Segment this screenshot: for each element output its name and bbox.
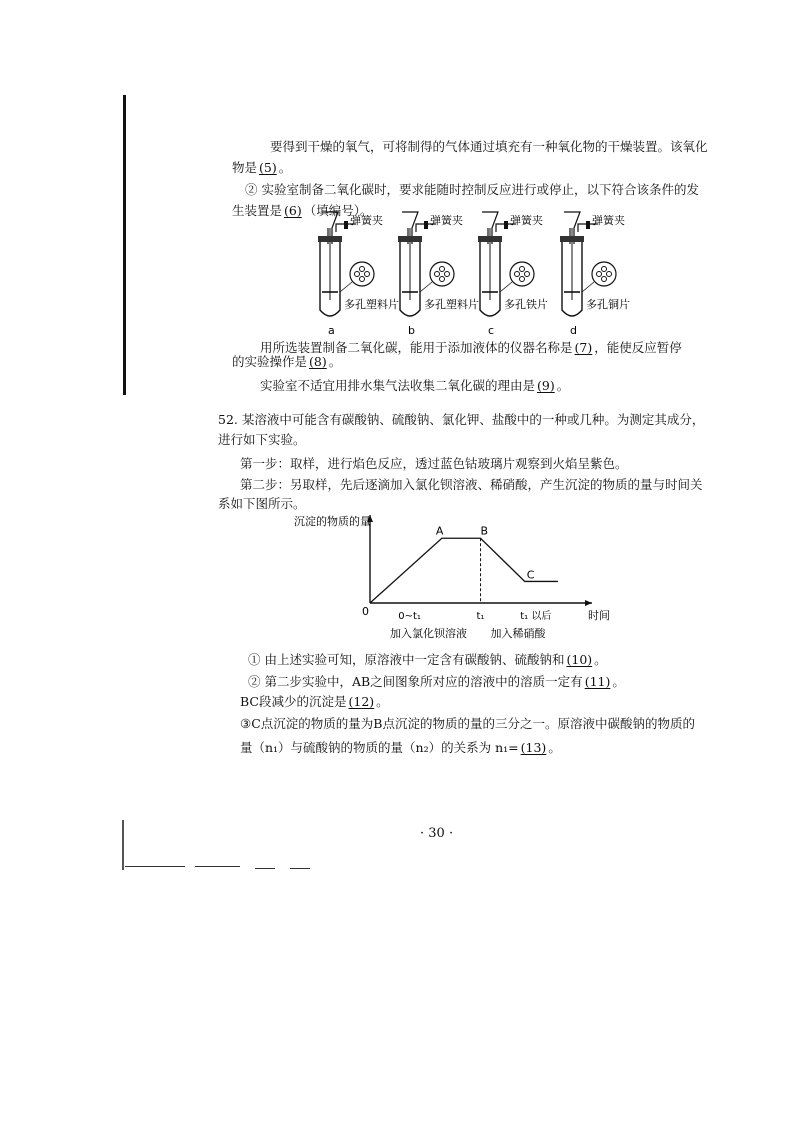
clip-icon	[586, 221, 590, 229]
answer-blank-12[interactable]: (12)	[348, 694, 375, 709]
answer-blank-11[interactable]: (11)	[584, 674, 611, 689]
hole-icon	[355, 272, 360, 277]
q51-line2: 物是 (5) 。	[232, 160, 292, 175]
answer-blank-7[interactable]: (7)	[574, 340, 593, 355]
answer-blank-9[interactable]: (9)	[537, 378, 555, 393]
pointer-line	[340, 282, 352, 292]
x-tick-label: t₁ 以后	[520, 611, 552, 622]
stopper-icon	[560, 236, 584, 242]
x-tick-label: 0~t₁	[398, 611, 421, 622]
y-axis-label: 沉淀的物质的量	[294, 515, 371, 528]
q51-line6: 的实验操作是 (8) 。	[232, 354, 342, 369]
hole-icon	[440, 277, 445, 282]
q52-step1: 第一步：取样，进行焰色反应，透过蓝色钴玻璃片观察到火焰呈紫色。	[240, 456, 628, 471]
point-label-C: C	[526, 568, 535, 582]
pointer-line	[500, 282, 512, 292]
answer-blank-8[interactable]: (8)	[309, 354, 327, 369]
stopper-icon	[478, 236, 502, 242]
apparatus-letter: b	[408, 324, 415, 337]
apparatus-b	[398, 212, 479, 337]
x-axis-label: 时间	[588, 609, 610, 622]
clip-icon	[344, 221, 348, 229]
hole-icon	[445, 272, 450, 277]
apparatus-d	[560, 212, 630, 337]
spring-clip-label: 弹簧夹	[510, 214, 543, 227]
hole-icon	[515, 272, 520, 277]
scan-bottom-mark	[195, 866, 240, 867]
hole-icon	[365, 272, 370, 277]
hole-icon	[607, 272, 612, 277]
apparatus-letter: a	[328, 324, 335, 337]
hole-icon	[525, 272, 530, 277]
spring-clip-label: 弹簧夹	[350, 214, 383, 227]
hole-icon	[360, 277, 365, 282]
apparatus-letter: d	[570, 324, 577, 337]
point-label-0: 0	[362, 605, 369, 618]
q52-q2: ② 第二步实验中，AB之间图象所对应的溶液中的溶质一定有 (11) 。	[248, 674, 625, 689]
q52-line1: 52. 某溶液中可能含有碳酸钠、硫酸钠、氯化钾、盐酸中的一种或几种。为测定其成分，	[218, 412, 705, 427]
hole-icon	[602, 267, 607, 272]
perforated-plate-icon	[350, 262, 374, 286]
perforated-plate-icon	[510, 262, 534, 286]
stopper-icon	[398, 236, 422, 242]
perforated-plate-icon	[592, 262, 616, 286]
plate-label: 多孔塑料片	[424, 298, 479, 311]
clip-icon	[424, 221, 428, 229]
scan-bottom-mark	[255, 868, 275, 869]
plate-label: 多孔铁片	[504, 298, 548, 311]
scan-bottom-mark	[290, 868, 310, 869]
hole-icon	[597, 272, 602, 277]
q52-q3b: 量（n₁）与硫酸钠的物质的量（n₂）的关系为 n₁= (13) 。	[240, 740, 561, 755]
page-number: · 30 ·	[420, 826, 454, 841]
perforated-plate-icon	[430, 262, 454, 286]
hole-icon	[520, 277, 525, 282]
q51-line7: 实验室不适宜用排水集气法收集二氧化碳的理由是 (9) 。	[260, 378, 570, 393]
q51-line3: ② 实验室制备二氧化碳时，要求能随时控制反应进行或停止，以下符合该条件的发	[245, 182, 699, 197]
plate-label: 多孔塑料片	[344, 298, 399, 311]
apparatus-a	[318, 212, 399, 337]
q52-step2a: 第二步：另取样，先后逐滴加入氯化钡溶液、稀硝酸，产生沉淀的物质的量与时间关	[240, 477, 703, 492]
q52-q2b: BC段减少的沉淀是 (12) 。	[240, 694, 389, 709]
spring-clip-label: 弹簧夹	[592, 214, 625, 227]
plate-label: 多孔铜片	[586, 298, 630, 311]
stopper-icon	[318, 236, 342, 242]
apparatus-letter: c	[488, 324, 495, 337]
answer-blank-5[interactable]: (5)	[259, 160, 277, 175]
point-label-A: A	[435, 524, 444, 538]
spring-clip-label: 弹簧夹	[430, 214, 463, 227]
apparatus-c	[478, 212, 548, 337]
pointer-line	[582, 282, 594, 292]
apparatus-figure	[300, 210, 660, 340]
q52-step2b: 系如下图所示。	[218, 496, 306, 511]
q52-q1: ① 由上述实验可知，原溶液中一定含有碳酸钠、硫酸钠和 (10) 。	[248, 652, 607, 667]
precipitate-chart	[290, 515, 620, 645]
hole-icon	[435, 272, 440, 277]
answer-blank-6[interactable]: (6)	[284, 203, 302, 218]
hole-icon	[360, 267, 365, 272]
answer-blank-13[interactable]: (13)	[520, 740, 547, 755]
q51-line5: 用所选装置制备二氧化碳，能用于添加液体的仪器名称是 (7) ，能使反应暂停	[260, 340, 682, 355]
scan-left-border-lower	[122, 820, 124, 870]
hole-icon	[440, 267, 445, 272]
x-tick-label: t₁	[476, 611, 485, 622]
q51-line4: 生装置是 (6) （填编号）。	[232, 203, 373, 218]
q52-q3a: ③C点沉淀的物质的量为B点沉淀的物质的量的三分之一。原溶液中碳酸钠的物质的	[240, 716, 695, 731]
scan-bottom-mark	[125, 866, 185, 867]
pointer-line	[420, 282, 432, 292]
clip-icon	[504, 221, 508, 229]
chart-annotation: 加入氯化钡溶液	[390, 627, 467, 640]
point-label-B: B	[480, 524, 489, 538]
hole-icon	[602, 277, 607, 282]
q51-line1: 要得到干燥的氧气，可将制得的气体通过填充有一种氧化物的干燥装置。该氧化	[270, 139, 708, 154]
hole-icon	[520, 267, 525, 272]
scan-left-border	[123, 95, 126, 395]
chart-annotation: 加入稀硝酸	[490, 627, 546, 640]
answer-blank-10[interactable]: (10)	[566, 652, 593, 667]
q52-line2: 进行如下实验。	[218, 432, 306, 447]
x-axis-arrow-icon	[585, 600, 592, 606]
